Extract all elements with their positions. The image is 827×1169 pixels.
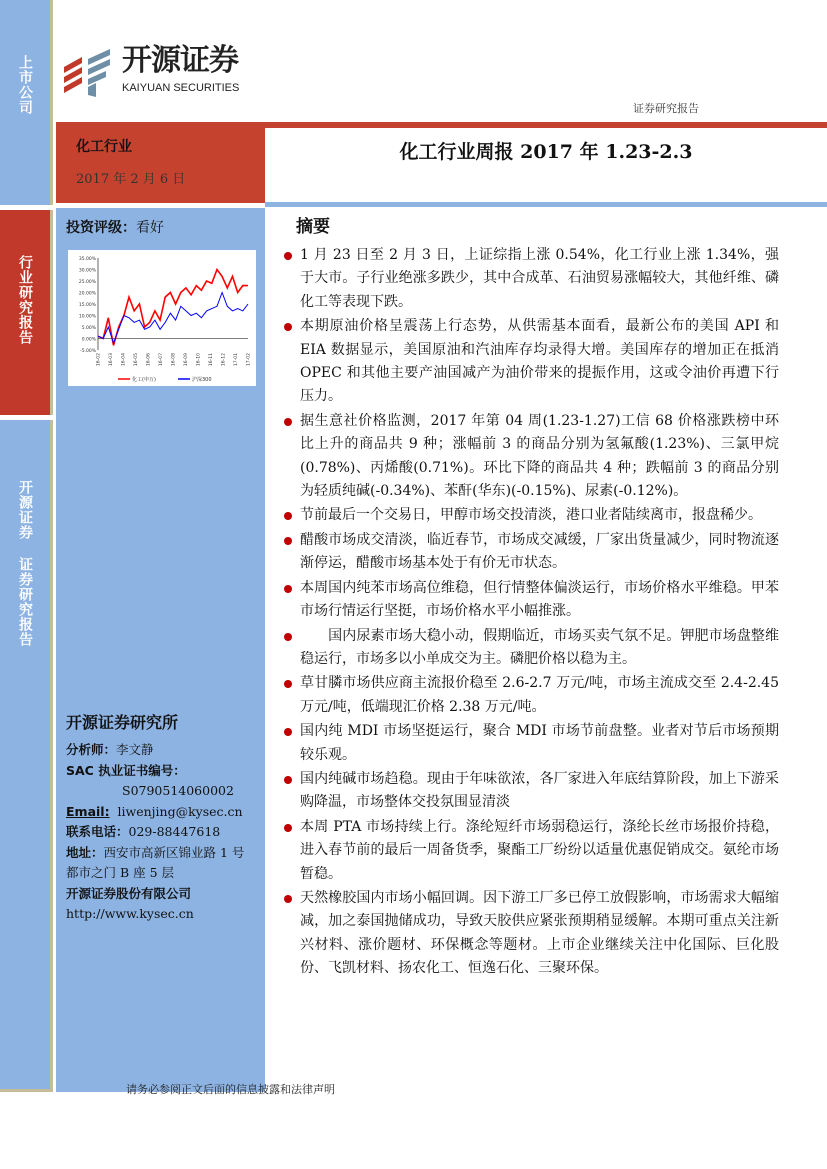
series-line-chemical: [98, 270, 248, 346]
bullet-text: 本周国内纯苯市场高位维稳，但行情整体偏淡运行，市场价格水平维稳。甲苯市场行情运行坚挺，市场价格水平小幅推涨。: [300, 579, 779, 620]
institute-name: 开源证券研究所: [66, 713, 179, 732]
summary-bullet: [284, 816, 779, 886]
report-date: 2017 年 2 月 6 日: [76, 172, 186, 187]
y-tick-label: 15.00%: [78, 303, 96, 308]
bullet-dot-icon: [284, 895, 292, 903]
summary-list: [284, 244, 779, 982]
divider-blue: [265, 202, 827, 207]
bullet-dot-icon: [284, 252, 292, 260]
rating-value: 看好: [136, 220, 164, 236]
analyst-info: [66, 740, 261, 925]
phone-number: 029-88447618: [128, 824, 221, 839]
bullet-text: 国内纯碱市场趋稳。现由于年味欲浓，各厂家进入年底结算阶段，加上下游采购降温，市场整体交投氛围显清淡: [300, 770, 779, 811]
bullet-text: 国内纯 MDI 市场坚挺运行，聚合 MDI 市场节前盘整。业者对节后市场预期较乐观。: [300, 723, 779, 763]
address-label: 地址：: [66, 844, 104, 860]
bullet-dot-icon: [284, 728, 292, 736]
summary-heading: 摘要: [296, 217, 330, 237]
phone-label: 联系电话：: [66, 824, 129, 839]
bullet-text: 醋酸市场成交清淡，临近春节，市场成交减缓，厂家出货量减少，同时物流逐渐停运，醋酸市场基本处于有价无市状态。: [300, 531, 779, 572]
summary-bullet: [284, 720, 779, 767]
summary-bullet: [284, 410, 779, 504]
summary-bullet: [284, 577, 779, 624]
bullet-dot-icon: [284, 776, 292, 784]
x-tick-label: 16-04: [121, 353, 127, 367]
email-label: Email:: [66, 803, 110, 819]
x-tick-label: 16-07: [159, 353, 164, 367]
x-tick-label: 17-01: [234, 353, 239, 367]
company-logo: [60, 45, 260, 100]
y-tick-label: 25.00%: [78, 280, 96, 285]
bullet-dot-icon: [284, 824, 292, 832]
sac-number: S0790514060002: [122, 783, 234, 798]
rating-label: 投资评级：: [66, 220, 136, 236]
y-tick-label: 5.00%: [81, 326, 96, 331]
company-name: 开源证券股份有限公司: [66, 885, 192, 901]
sidebar-tab-industry-report: 行业研究报告: [0, 210, 53, 415]
logo-text-cn: 开源证券: [122, 43, 238, 78]
logo-text-en: KAIYUAN SECURITIES: [122, 82, 240, 94]
summary-bullet: [284, 529, 779, 576]
x-tick-label: 16-10: [196, 353, 202, 367]
bullet-dot-icon: [284, 323, 292, 331]
x-tick-label: 16-11: [209, 353, 214, 367]
x-tick-label: 16-06: [146, 353, 152, 367]
y-tick-label: 10.00%: [78, 314, 96, 320]
disclaimer-footer: 请务必参阅正文后面的信息披露和法律声明: [126, 1083, 335, 1096]
sac-label: SAC 执业证书编号：: [66, 762, 186, 778]
bullet-text: 本周 PTA 市场持续上行。涤纶短纤市场弱稳运行，涤纶长丝市场报价持稳，进入春节前的最后一周备货季，聚酯工厂纷纷以适量优惠促销成交。氨纶市场暂稳。: [300, 818, 779, 882]
sidebar-tab-kaiyuan: 开源证券 证券研究报告: [0, 420, 53, 1092]
legend-label: 沪深300: [192, 377, 212, 383]
industry-box: [56, 122, 265, 203]
address-line-2: 都市之门 B 座 5 层: [66, 865, 175, 880]
logo-mark-icon: [60, 45, 120, 100]
bullet-text: 本期原油价格呈震荡上行态势，从供需基本面看，最新公布的美国 API 和 EIA 数据显示，美国原油和汽油库存均录得大增。美国库存的增加正在抵消 OPEC 和其他主要产油国减产为油价带来的提振作用，这或令油价再遭下行压力。: [300, 318, 779, 405]
y-tick-label: 20.00%: [78, 291, 96, 297]
x-tick-label: 16-02: [96, 353, 102, 367]
summary-bullet: [284, 768, 779, 815]
bullet-text: 天然橡胶国内市场小幅回调。因下游工厂多已停工放假影响，市场需求大幅缩减，加之泰国抛储成功，导致天胶供应紧张预期稍显缓解。本期可重点关注新兴材料、涨价题材、环保概念等题材。上市企业继续关注中化国际、巨化股份、飞凯材料、扬农化工、恒逸石化、三聚环保。: [300, 889, 779, 977]
email-link[interactable]: liwenjing@kysec.cn: [117, 803, 243, 819]
bullet-dot-icon: [284, 633, 292, 641]
y-tick-label: 35.00%: [78, 257, 96, 262]
bullet-text: 节前最后一个交易日，甲醇市场交投清淡，港口业者陆续离市，报盘稀少。: [300, 507, 762, 524]
y-tick-label: 30.00%: [78, 268, 96, 274]
bullet-dot-icon: [284, 537, 292, 545]
bullet-text: 国内尿素市场大稳小动，假期临近，市场买卖气氛不足。钾肥市场盘整维稳运行，市场多以小单成交为主。磷肥价格以稳为主。: [300, 627, 779, 667]
report-type: 证券研究报告: [633, 102, 699, 115]
summary-bullet: [284, 244, 779, 314]
summary-bullet: [284, 315, 779, 409]
x-tick-label: 16-08: [171, 353, 177, 367]
y-tick-label: -5.00%: [80, 349, 96, 354]
bullet-dot-icon: [284, 680, 292, 688]
summary-bullet: [284, 672, 779, 719]
investment-rating: [66, 217, 164, 237]
bullet-dot-icon: [284, 512, 292, 520]
x-tick-label: 16-03: [109, 353, 114, 367]
industry-label: 化工行业: [76, 139, 132, 155]
bullet-text: 1 月 23 日至 2 月 3 日，上证综指上涨 0.54%，化工行业上涨 1.34%，强于大市。子行业绝涨多跌少，其中合成革、石油贸易涨幅较大，其他纤维、磷化工等表现下跌。: [300, 247, 779, 310]
chart-svg: [68, 250, 256, 386]
bullet-text: 据生意社价格监测，2017 年第 04 周(1.23-1.27)工信 68 价格涨跌榜中环比上升的商品共 9 种；涨幅前 3 的商品分别为氢氟酸(1.23%)、三氯甲烷(0.78%)、丙烯酸(0.71%)。环比下降的商品共 4 种；跌幅前 3 的商品分别为轻质纯碱(-0.34%)、苯酐(华东)(-0.15%)、尿素(-0.12%)。: [300, 412, 779, 500]
legend-label: 化工(申万): [132, 377, 156, 383]
bullet-text: 草甘膦市场供应商主流报价稳至 2.6-2.7 万元/吨，市场主流成交至 2.4-2.45 万元/吨，低端现汇价格 2.38 万元/吨。: [300, 675, 779, 715]
summary-bullet: [284, 625, 779, 672]
summary-bullet: [284, 887, 779, 981]
x-tick-label: 16-12: [221, 353, 227, 367]
analyst-label: 分析师：: [66, 742, 117, 757]
report-title: 化工行业周报 2017 年 1.23-2.3: [399, 141, 693, 163]
bullet-dot-icon: [284, 585, 292, 593]
summary-bullet: [284, 504, 779, 527]
analyst-name: 李文静: [116, 742, 154, 757]
x-tick-label: 16-05: [134, 353, 139, 367]
address-line-1: 西安市高新区锦业路 1 号: [103, 844, 245, 860]
performance-chart: [68, 250, 256, 386]
sidebar-tab-listed-company: 上市公司: [0, 0, 53, 205]
website-link[interactable]: http://www.kysec.cn: [66, 906, 194, 921]
x-tick-label: 16-09: [184, 353, 189, 367]
divider-red: [265, 122, 827, 128]
x-tick-label: 17-02: [246, 353, 252, 367]
y-tick-label: 0.00%: [81, 337, 96, 343]
bullet-dot-icon: [284, 418, 292, 426]
